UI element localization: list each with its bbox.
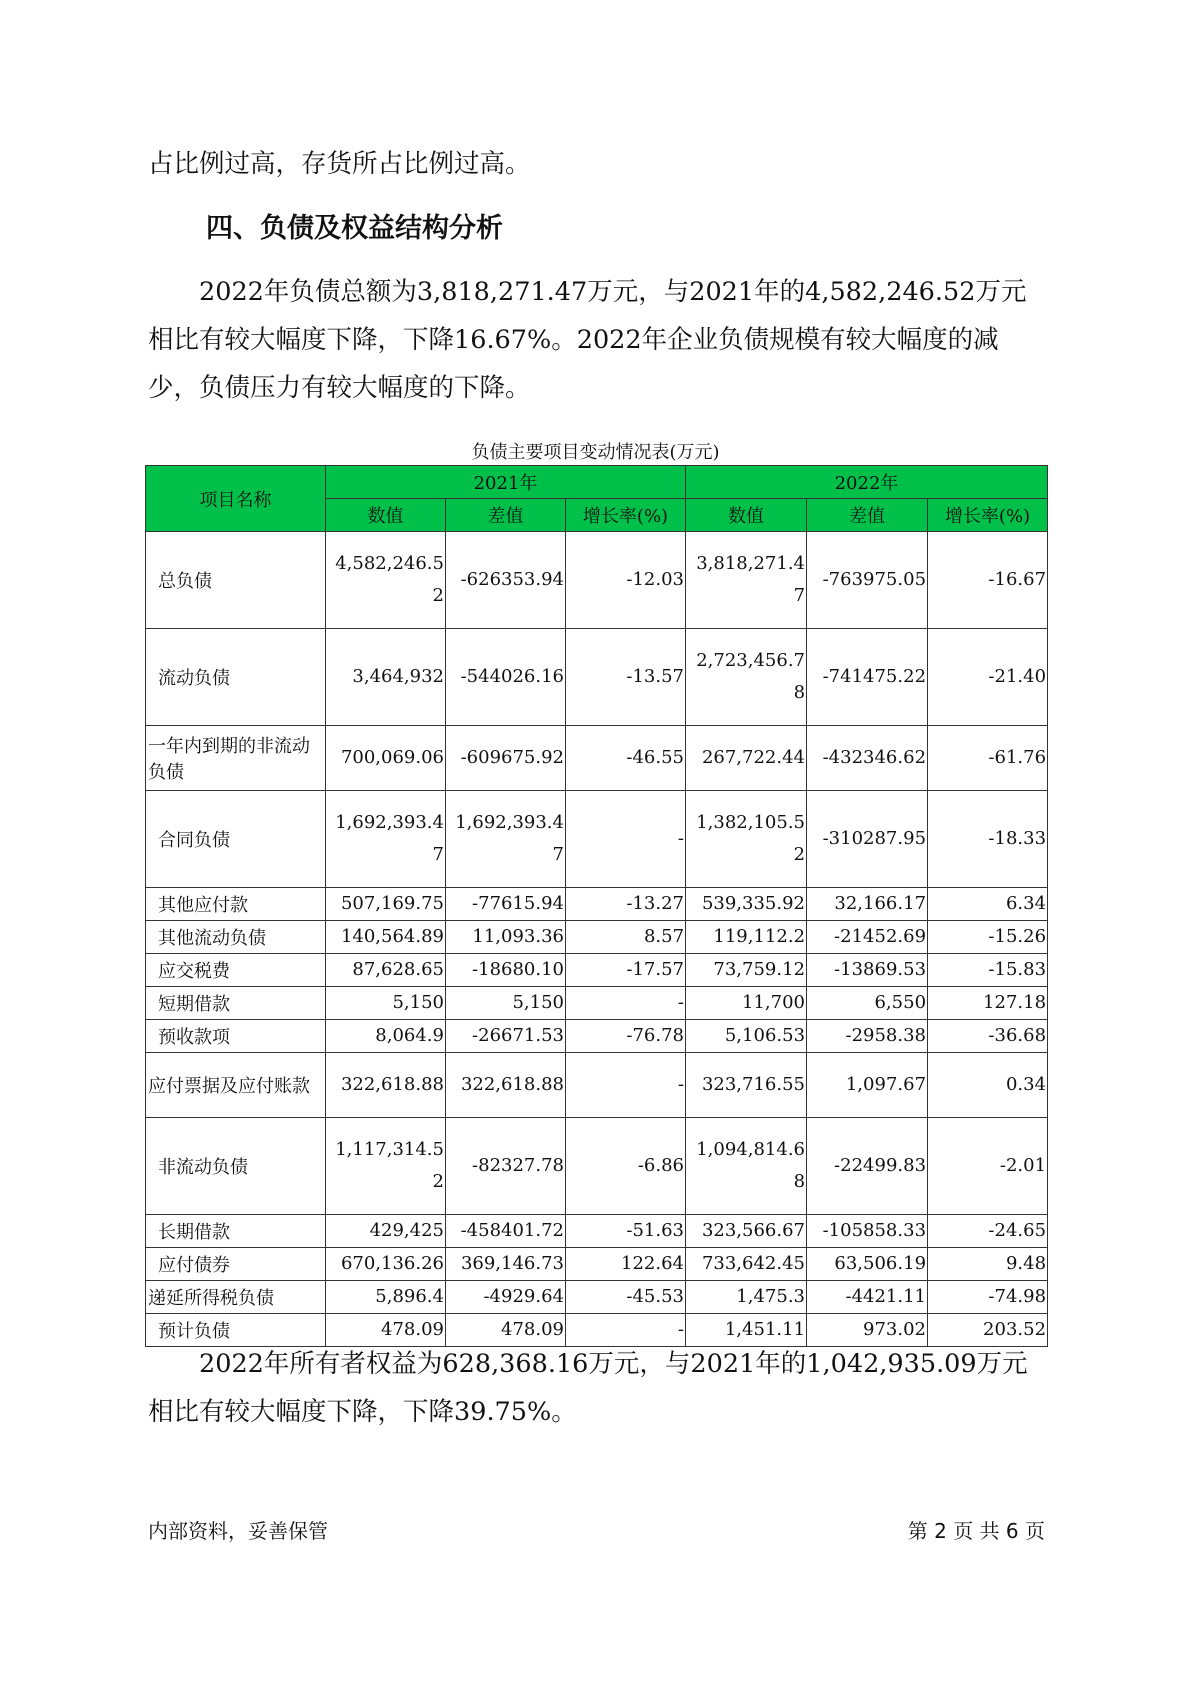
table-row	[146, 629, 1048, 726]
cell-rate-2022: -16.67	[928, 532, 1048, 629]
cell-diff-2021: -77615.94	[446, 888, 566, 921]
cell-diff-2022: 1,097.67	[807, 1053, 928, 1118]
cell-value-2022: 2,723,456.78	[686, 629, 807, 726]
cell-value-2022: 539,335.92	[686, 888, 807, 921]
cell-value-2021: 5,150	[326, 987, 446, 1020]
table-row	[146, 987, 1048, 1020]
cell-rate-2022: -24.65	[928, 1215, 1048, 1248]
table-row	[146, 954, 1048, 987]
row-item-name: 应交税费	[146, 954, 326, 987]
table-caption: 负债主要项目变动情况表(万元)	[471, 442, 720, 463]
row-item-name: 其他应付款	[146, 888, 326, 921]
cell-diff-2022: -21452.69	[807, 921, 928, 954]
row-item-name: 一年内到期的非流动负债	[146, 726, 326, 791]
cell-value-2021: 700,069.06	[326, 726, 446, 791]
table-row	[146, 1215, 1048, 1248]
cell-rate-2022: 0.34	[928, 1053, 1048, 1118]
cell-value-2022: 73,759.12	[686, 954, 807, 987]
cell-diff-2021: 5,150	[446, 987, 566, 1020]
cell-rate-2021: -13.57	[566, 629, 686, 726]
row-item-name: 预计负债	[146, 1314, 326, 1347]
row-item-name: 预收款项	[146, 1020, 326, 1053]
cell-diff-2021: -609675.92	[446, 726, 566, 791]
cell-rate-2022: -74.98	[928, 1281, 1048, 1314]
cell-value-2021: 87,628.65	[326, 954, 446, 987]
cell-diff-2021: 369,146.73	[446, 1248, 566, 1281]
table-row	[146, 1020, 1048, 1053]
cell-diff-2022: -310287.95	[807, 791, 928, 888]
cell-diff-2022: 32,166.17	[807, 888, 928, 921]
cell-rate-2022: -61.76	[928, 726, 1048, 791]
table-row	[146, 791, 1048, 888]
cell-diff-2021: -4929.64	[446, 1281, 566, 1314]
footer-left: 内部资料，妥善保管	[148, 1519, 328, 1543]
cell-diff-2021: -18680.10	[446, 954, 566, 987]
cell-value-2022: 1,451.11	[686, 1314, 807, 1347]
cell-value-2022: 1,094,814.68	[686, 1118, 807, 1215]
header-diff: 差值	[446, 499, 566, 532]
header-year-2021: 2021年	[326, 466, 686, 499]
cell-value-2022: 733,642.45	[686, 1248, 807, 1281]
cell-value-2022: 3,818,271.47	[686, 532, 807, 629]
cell-value-2021: 478.09	[326, 1314, 446, 1347]
cell-value-2021: 1,117,314.52	[326, 1118, 446, 1215]
cell-rate-2021: -	[566, 1314, 686, 1347]
cell-rate-2021: -	[566, 791, 686, 888]
cell-diff-2021: 1,692,393.47	[446, 791, 566, 888]
cell-rate-2021: -51.63	[566, 1215, 686, 1248]
cell-diff-2021: 478.09	[446, 1314, 566, 1347]
header-value: 数值	[326, 499, 446, 532]
cell-rate-2022: -36.68	[928, 1020, 1048, 1053]
header-year-2022: 2022年	[686, 466, 1048, 499]
footer-page-number: 第 2 页 共 6 页	[907, 1519, 1045, 1543]
cell-value-2021: 1,692,393.47	[326, 791, 446, 888]
header-diff: 差值	[807, 499, 928, 532]
paragraph-equity: 2022年所有者权益为628,368.16万元，与2021年的1,042,935.09万元相比有较大幅度下降，下降39.75%。	[148, 1349, 1028, 1427]
cell-diff-2022: 6,550	[807, 987, 928, 1020]
cell-value-2021: 429,425	[326, 1215, 446, 1248]
cell-rate-2022: 6.34	[928, 888, 1048, 921]
cell-rate-2021: -6.86	[566, 1118, 686, 1215]
cell-rate-2022: -21.40	[928, 629, 1048, 726]
cell-value-2021: 8,064.9	[326, 1020, 446, 1053]
header-item-name: 项目名称	[146, 466, 326, 532]
table-row	[146, 1118, 1048, 1215]
header-value: 数值	[686, 499, 807, 532]
cell-diff-2021: -626353.94	[446, 532, 566, 629]
cell-value-2022: 11,700	[686, 987, 807, 1020]
cell-rate-2021: 8.57	[566, 921, 686, 954]
cell-value-2021: 140,564.89	[326, 921, 446, 954]
cell-diff-2021: -26671.53	[446, 1020, 566, 1053]
cell-value-2022: 5,106.53	[686, 1020, 807, 1053]
header-rate: 增长率(%)	[928, 499, 1048, 532]
table-row	[146, 1281, 1048, 1314]
cell-value-2021: 322,618.88	[326, 1053, 446, 1118]
cell-diff-2021: 322,618.88	[446, 1053, 566, 1118]
cell-diff-2022: 973.02	[807, 1314, 928, 1347]
table-row	[146, 921, 1048, 954]
header-rate: 增长率(%)	[566, 499, 686, 532]
cell-rate-2021: -13.27	[566, 888, 686, 921]
row-item-name: 应付票据及应付账款	[146, 1053, 326, 1118]
row-item-name: 递延所得税负债	[146, 1281, 326, 1314]
cell-diff-2022: -13869.53	[807, 954, 928, 987]
section-heading: 四、负债及权益结构分析	[206, 213, 503, 244]
cell-rate-2022: 9.48	[928, 1248, 1048, 1281]
cell-rate-2021: 122.64	[566, 1248, 686, 1281]
cell-diff-2022: -105858.33	[807, 1215, 928, 1248]
row-item-name: 应付债券	[146, 1248, 326, 1281]
cell-rate-2022: -2.01	[928, 1118, 1048, 1215]
cell-diff-2022: -432346.62	[807, 726, 928, 791]
row-item-name: 合同负债	[146, 791, 326, 888]
cell-diff-2022: -763975.05	[807, 532, 928, 629]
cell-rate-2021: -45.53	[566, 1281, 686, 1314]
cell-value-2021: 4,582,246.52	[326, 532, 446, 629]
row-item-name: 总负债	[146, 532, 326, 629]
cell-rate-2021: -12.03	[566, 532, 686, 629]
row-item-name: 长期借款	[146, 1215, 326, 1248]
row-item-name: 流动负债	[146, 629, 326, 726]
row-item-name: 短期借款	[146, 987, 326, 1020]
cell-rate-2021: -46.55	[566, 726, 686, 791]
cell-diff-2022: -741475.22	[807, 629, 928, 726]
table-row	[146, 726, 1048, 791]
cell-rate-2022: -15.83	[928, 954, 1048, 987]
cell-diff-2021: 11,093.36	[446, 921, 566, 954]
cell-rate-2022: -15.26	[928, 921, 1048, 954]
cell-rate-2021: -76.78	[566, 1020, 686, 1053]
cell-rate-2021: -	[566, 987, 686, 1020]
cell-rate-2021: -	[566, 1053, 686, 1118]
cell-diff-2022: -2958.38	[807, 1020, 928, 1053]
paragraph-continued: 占比例过高，存货所占比例过高。	[148, 149, 531, 179]
cell-rate-2022: 203.52	[928, 1314, 1048, 1347]
cell-value-2022: 1,475.3	[686, 1281, 807, 1314]
cell-value-2022: 267,722.44	[686, 726, 807, 791]
cell-diff-2022: -22499.83	[807, 1118, 928, 1215]
cell-value-2022: 323,566.67	[686, 1215, 807, 1248]
table-row	[146, 888, 1048, 921]
row-item-name: 其他流动负债	[146, 921, 326, 954]
cell-value-2021: 507,169.75	[326, 888, 446, 921]
cell-value-2022: 323,716.55	[686, 1053, 807, 1118]
cell-value-2021: 5,896.4	[326, 1281, 446, 1314]
cell-value-2022: 1,382,105.52	[686, 791, 807, 888]
cell-diff-2021: -544026.16	[446, 629, 566, 726]
cell-diff-2022: -4421.11	[807, 1281, 928, 1314]
cell-diff-2021: -82327.78	[446, 1118, 566, 1215]
liabilities-table	[145, 465, 1048, 1347]
paragraph-liabilities: 2022年负债总额为3,818,271.47万元，与2021年的4,582,246.52万元相比有较大幅度下降，下降16.67%。2022年企业负债规模有较大幅度的减少，负债压力有较大幅度的下降。	[148, 277, 1027, 403]
cell-value-2021: 670,136.26	[326, 1248, 446, 1281]
cell-value-2021: 3,464,932	[326, 629, 446, 726]
table-row	[146, 1248, 1048, 1281]
cell-rate-2021: -17.57	[566, 954, 686, 987]
table-row	[146, 1053, 1048, 1118]
cell-rate-2022: -18.33	[928, 791, 1048, 888]
row-item-name: 非流动负债	[146, 1118, 326, 1215]
cell-diff-2021: -458401.72	[446, 1215, 566, 1248]
cell-rate-2022: 127.18	[928, 987, 1048, 1020]
table-row	[146, 532, 1048, 629]
cell-diff-2022: 63,506.19	[807, 1248, 928, 1281]
cell-value-2022: 119,112.2	[686, 921, 807, 954]
